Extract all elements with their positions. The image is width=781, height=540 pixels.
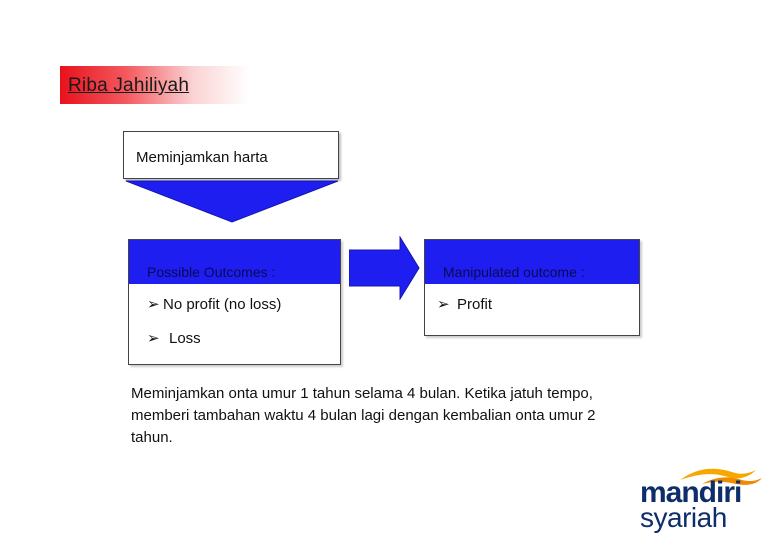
list-item xyxy=(147,329,201,347)
possible-outcomes-box xyxy=(128,239,341,365)
list-item xyxy=(437,295,492,313)
lend-box xyxy=(123,131,339,179)
logo-mandiri-text: mandiri xyxy=(640,476,742,509)
possible-outcomes-heading: Possible Outcomes : xyxy=(147,264,276,280)
manipulated-outcome-heading: Manipulated outcome : xyxy=(443,264,585,280)
lend-box-label: Meminjamkan harta xyxy=(136,149,268,166)
description-text: Meminjamkan onta umur 1 tahun selama 4 bulan. Ketika jatuh tempo, memberi tambahan waktu 4 bulan lagi dengan kembalian onta umur 2 tahun. xyxy=(131,385,596,446)
down-arrow-icon xyxy=(124,180,340,224)
manipulated-outcome-header xyxy=(425,240,639,284)
slide-title: Riba Jahiliyah xyxy=(68,75,190,96)
list-item-label: Profit xyxy=(457,296,493,313)
right-arrow-icon xyxy=(349,236,421,300)
list-item-label: No profit (no loss) xyxy=(163,296,282,313)
arrowhead-bullet-icon: ➢ xyxy=(437,296,450,313)
list-item-label: Loss xyxy=(169,330,201,347)
arrowhead-bullet-icon: ➢ xyxy=(147,330,160,347)
logo-syariah-text: syariah xyxy=(640,502,727,533)
possible-outcomes-header xyxy=(129,240,340,284)
list-item xyxy=(147,295,281,313)
arrowhead-bullet-icon: ➢ xyxy=(147,296,160,313)
manipulated-outcome-box xyxy=(424,239,640,336)
